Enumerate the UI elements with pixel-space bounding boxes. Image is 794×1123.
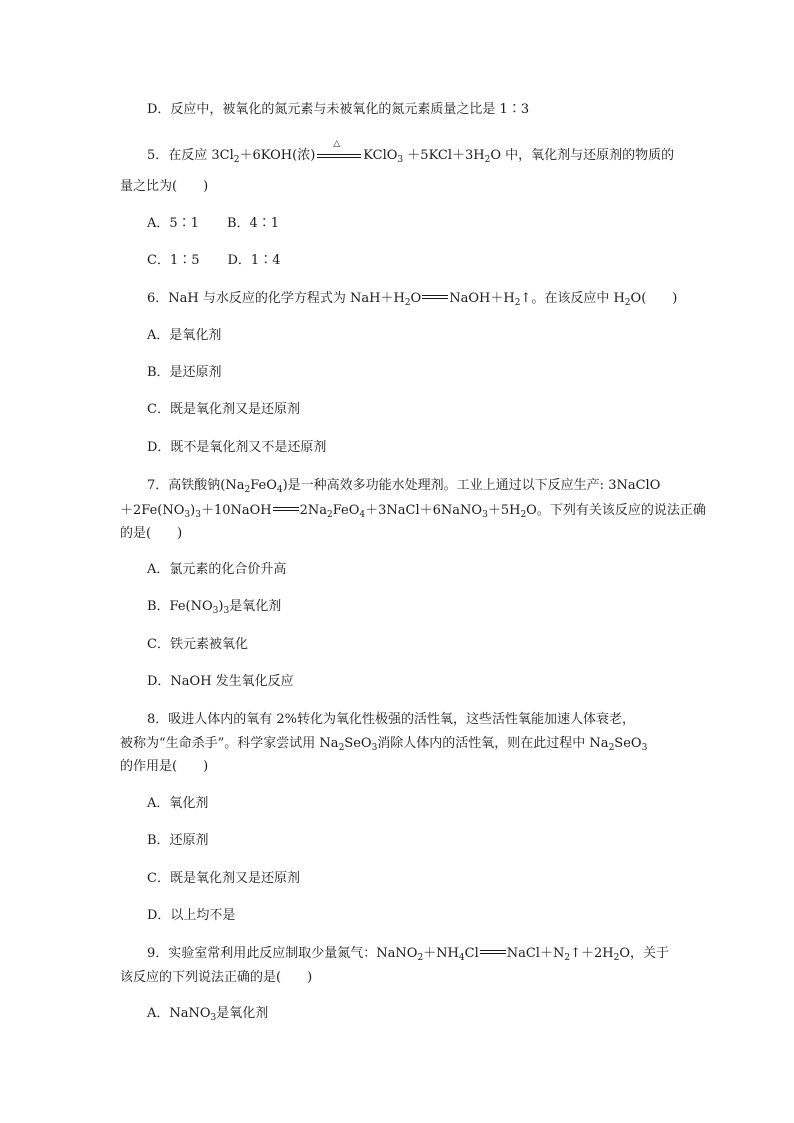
equals-sign [273, 504, 299, 514]
q7-option-b [147, 598, 281, 616]
q7-text: O。下列有关该反应的说法正确 [526, 503, 706, 518]
q7-text: B．Fe(NO [147, 599, 213, 614]
q8-option-b: B．还原剂 [147, 833, 209, 848]
q7-text: ) [218, 599, 224, 614]
subscript: 2 [338, 743, 345, 753]
q6-text: O [410, 291, 422, 306]
q5-option-d: D．1∶4 [227, 253, 281, 268]
q7-text: FeO [250, 478, 277, 493]
q6-text: NaOH＋H [449, 291, 515, 306]
q6-option-a: A．是氧化剂 [147, 328, 222, 343]
q9-text: O，关于 [619, 946, 669, 961]
q9-text: A．NaNO [147, 1006, 211, 1021]
q9-text: ＋NH [423, 946, 459, 961]
q7-text: ) [190, 503, 196, 518]
q8-text: 消除人体内的活性氧，则在此过程中 Na [377, 736, 609, 751]
subscript: 3 [212, 606, 219, 616]
subscript: 4 [458, 953, 465, 963]
q8-option-c: C．既是氧化剂又是还原剂 [147, 871, 300, 886]
equals-sign [422, 292, 448, 302]
subscript: 3 [223, 606, 230, 616]
subscript: 3 [482, 510, 488, 520]
q5-text: ＋5KCl＋3H [407, 148, 485, 163]
q6-option-c: C．既是氧化剂又是还原剂 [147, 402, 300, 417]
subscript: 2 [327, 510, 333, 520]
q7-text: ＋5H [487, 503, 521, 518]
q7-text: 是氧化剂 [229, 599, 282, 614]
q7-text: ＋10NaOH [200, 503, 272, 518]
q8-text: SeO [614, 736, 642, 751]
q8-option-d: D．以上均不是 [147, 908, 236, 923]
q7-stem-line2 [120, 502, 706, 520]
q7-option-a: A．氯元素的化合价升高 [147, 562, 287, 577]
heat-condition-sign [317, 139, 361, 161]
q7-text: ＋2Fe(NO [120, 503, 185, 518]
q7-option-d: D．NaOH 发生氧化反应 [147, 674, 294, 689]
q5-text: ＋6KOH(浓) [239, 148, 316, 163]
q8-stem-line3: 的作用是( ) [120, 759, 209, 774]
q7-stem-line1 [147, 477, 660, 495]
q6-option-b: B．是还原剂 [147, 365, 222, 380]
q7-option-c: C．铁元素被氧化 [147, 637, 248, 652]
subscript: 2 [514, 298, 521, 308]
q7-text: FeO [332, 503, 360, 518]
subscript: 2 [484, 155, 491, 165]
q6-text: O( ) [630, 291, 678, 306]
q5-stem-line2: 量之比为( ) [120, 179, 209, 194]
q6-option-d: D．既不是氧化剂又不是还原剂 [147, 440, 327, 455]
q9-stem-line1 [147, 945, 669, 963]
subscript: 3 [371, 743, 378, 753]
q8-stem-line2 [120, 735, 647, 753]
q7-text: )是一种高效多功能水处理剂。工业上通过以下反应生产: 3NaClO [282, 478, 661, 493]
q9-stem-line2: 该反应的下列说法正确的是( ) [120, 970, 313, 985]
q5-options-cd [147, 252, 280, 270]
subscript: 2 [244, 485, 251, 495]
heat-icon: △ [333, 139, 341, 149]
q9-text: 9．实验室常利用此反应制取少量氮气：NaNO [147, 946, 418, 961]
subscript: 3 [641, 743, 648, 753]
q5-option-c: C．1∶5 [147, 253, 200, 268]
subscript: 4 [359, 510, 366, 520]
q8-stem-line1: 8．吸进人体内的氧有 2%转化为氧化性极强的活性氧，这些活性氧能加速人体衰老， [147, 712, 636, 727]
subscript: 3 [397, 155, 404, 165]
subscript: 2 [417, 953, 424, 963]
q5-options-ab [147, 215, 279, 233]
subscript: 3 [184, 510, 191, 520]
subscript: 2 [404, 298, 411, 308]
q9-text: ↑＋2H [570, 946, 614, 961]
q7-text: 7．高铁酸钠(Na [147, 478, 245, 493]
subscript: 3 [210, 1013, 217, 1023]
q6-text: ↑。在该反应中 H [520, 291, 625, 306]
q6-stem [147, 290, 677, 308]
q8-option-a: A．氧化剂 [147, 796, 209, 811]
q5-option-a: A．5∶1 [147, 216, 199, 231]
subscript: 2 [624, 298, 631, 308]
q7-text: 2Na [299, 503, 328, 518]
q5-text: O 中，氧化剂与还原剂的物质的 [490, 148, 675, 163]
subscript: 2 [520, 510, 527, 520]
q8-text: SeO [344, 736, 372, 751]
q9-text: 是氧化剂 [216, 1006, 269, 1021]
q8-text: 被称为“生命杀手”。科学家尝试用 Na [120, 736, 339, 751]
q5-text: KClO [363, 148, 398, 163]
subscript: 4 [276, 485, 283, 495]
q5-stem-line1 [147, 139, 675, 165]
q9-text: Cl [464, 946, 479, 961]
q9-text: NaCl＋N [506, 946, 565, 961]
q6-text: 6．NaH 与水反应的化学方程式为 NaH＋H [147, 291, 405, 306]
q5-option-b: B．4∶1 [226, 216, 280, 231]
q4-option-d: D．反应中，被氧化的氮元素与未被氧化的氮元素质量之比是 1∶3 [147, 102, 530, 117]
subscript: 2 [233, 155, 240, 165]
q5-text: 5．在反应 3Cl [147, 148, 234, 163]
q9-option-a [147, 1005, 268, 1023]
subscript: 2 [613, 953, 620, 963]
q7-stem-line3: 的是( ) [120, 526, 183, 541]
subscript: 3 [195, 510, 201, 520]
equals-sign [480, 947, 506, 957]
q7-text: ＋3NaCl＋6NaNO [365, 503, 483, 518]
subscript: 2 [564, 953, 571, 963]
subscript: 2 [608, 743, 615, 753]
